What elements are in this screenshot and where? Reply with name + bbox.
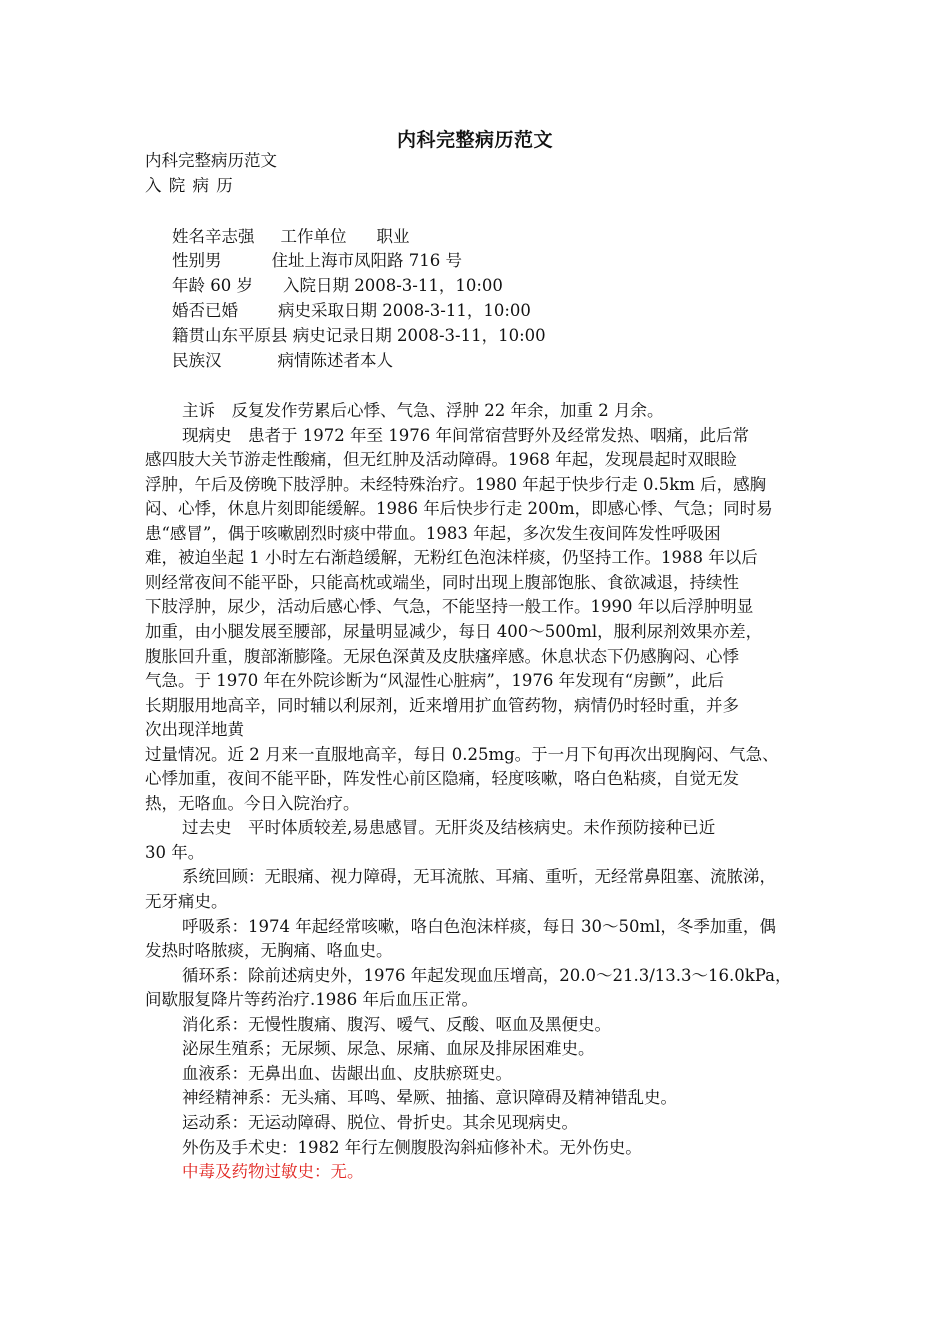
info-marital: 婚否已婚 — [172, 301, 238, 320]
body-line: 发热时咯脓痰，无胸痛、咯血史。 — [145, 941, 393, 961]
info-occupation: 职业 — [376, 227, 410, 246]
info-age: 年龄 60 岁 — [172, 276, 253, 295]
info-row-6 — [172, 349, 393, 373]
info-native-place-record-date: 籍贯山东平原县 病史记录日期 2008-3-11，10:00 — [172, 326, 546, 345]
info-history-taken-date: 病史采取日期 2008-3-11，10:00 — [278, 301, 531, 320]
info-row-5 — [172, 324, 546, 348]
body-line: 长期服用地高辛，同时辅以利尿剂，近来增用扩血管药物，病情仍时轻时重，并多 — [145, 695, 739, 715]
body-line: 消化系：无慢性腹痛、腹泻、嗳气、反酸、呕血及黑便史。 — [182, 1014, 611, 1034]
body-line: 闷、心悸，休息片刻即能缓解。1986 年后快步行走 200m，即感心悸、气急；同时易 — [145, 499, 773, 519]
body-line: 患“感冒”，偶于咳嗽剧烈时痰中带血。1983 年起，多次发生夜间阵发性呼吸困 — [145, 523, 721, 543]
body-line: 气急。于 1970 年在外院诊断为“风湿性心脏病”，1976 年发现有“房颤”，此后 — [145, 671, 724, 691]
body-line: 下肢浮肿，尿少，活动后感心悸、气急，不能坚持一般工作。1990 年以后浮肿明显 — [145, 597, 754, 617]
body-line: 主诉 反复发作劳累后心悸、气急、浮肿 22 年余，加重 2 月余。 — [182, 401, 664, 420]
body-line: 循环系：除前述病史外，1976 年起发现血压增高，20.0～21.3/13.3～16.0kPa， — [182, 965, 792, 985]
body-line: 热，无咯血。今日入院治疗。 — [145, 793, 360, 813]
info-name: 姓名辛志强 — [172, 227, 255, 246]
body-line: 神经精神系：无头痛、耳鸣、晕厥、抽搐、意识障碍及精神错乱史。 — [182, 1088, 677, 1108]
body-line: 间歇服复降片等药治疗.1986 年后血压正常。 — [145, 990, 478, 1010]
body-line: 呼吸系：1974 年起经常咳嗽，咯白色泡沫样痰，每日 30～50ml，冬季加重，偶 — [182, 916, 776, 936]
body-line: 血液系：无鼻出血、齿龈出血、皮肤瘀斑史。 — [182, 1063, 512, 1083]
body-line: 过量情况。近 2 月来一直服地高辛，每日 0.25mg。于一月下旬再次出现胸闷、气急、 — [145, 744, 779, 764]
subtitle: 内科完整病历范文 — [145, 151, 277, 170]
body-line: 难，被迫坐起 1 小时左右渐趋缓解，无粉红色泡沫样痰，仍坚持工作。1988 年以后 — [145, 548, 758, 568]
body-line: 外伤及手术史：1982 年行左侧腹股沟斜疝修补术。无外伤史。 — [182, 1137, 642, 1157]
body-line: 则经常夜间不能平卧，只能高枕或端坐，同时出现上腹部饱胀、食欲减退，持续性 — [145, 572, 739, 592]
body-line: 浮肿，午后及傍晚下肢浮肿。未经特殊治疗。1980 年起于快步行走 0.5km 后，感胸 — [145, 474, 767, 494]
body-line: 30 年。 — [145, 842, 205, 862]
info-row-1 — [172, 225, 410, 249]
body-line: 无牙痛史。 — [145, 892, 228, 911]
body-line: 心悸加重，夜间不能平卧，阵发性心前区隐痛，轻度咳嗽，咯白色粘痰，自觉无发 — [145, 769, 739, 789]
info-narrator: 病情陈述者本人 — [277, 351, 393, 370]
info-sex: 性别男 — [172, 251, 222, 270]
document-title: 内科完整病历范文 — [396, 129, 553, 151]
info-row-2 — [172, 249, 462, 273]
body-line: 运动系：无运动障碍、脱位、骨折史。其余见现病史。 — [182, 1112, 578, 1132]
section-heading: 入 院 病 历 — [145, 176, 234, 195]
body-line: 感四肢大关节游走性酸痛，但无红肿及活动障碍。1968 年起，发现晨起时双眼睑 — [145, 450, 737, 470]
body-line: 腹胀回升重，腹部渐膨隆。无尿色深黄及皮肤瘙痒感。休息状态下仍感胸闷、心悸 — [145, 646, 739, 666]
body-line: 泌尿生殖系；无尿频、尿急、尿痛、血尿及排尿困难史。 — [182, 1039, 595, 1059]
body-line: 加重，由小腿发展至腰部，尿量明显减少，每日 400～500ml，服利尿剂效果亦差， — [145, 621, 763, 641]
body-line: 现病史 患者于 1972 年至 1976 年间常宿营野外及经常发热、咽痛，此后常 — [182, 425, 749, 445]
body-line: 中毒及药物过敏史：无。 — [182, 1162, 364, 1182]
info-row-3 — [172, 274, 503, 298]
info-workplace: 工作单位 — [280, 227, 347, 246]
info-row-4 — [172, 299, 531, 323]
body-line: 系统回顾：无眼痛、视力障碍，无耳流脓、耳痛、重听，无经常鼻阻塞、流脓涕， — [182, 867, 776, 887]
body-line: 过去史 平时体质较差,易患感冒。无肝炎及结核病史。未作预防接种已近 — [182, 818, 716, 838]
info-admission-date: 入院日期 2008-3-11，10:00 — [283, 276, 503, 295]
body-line: 次出现洋地黄 — [145, 720, 244, 740]
info-address: 住址上海市凤阳路 716 号 — [271, 251, 462, 270]
info-ethnicity: 民族汉 — [172, 351, 222, 370]
